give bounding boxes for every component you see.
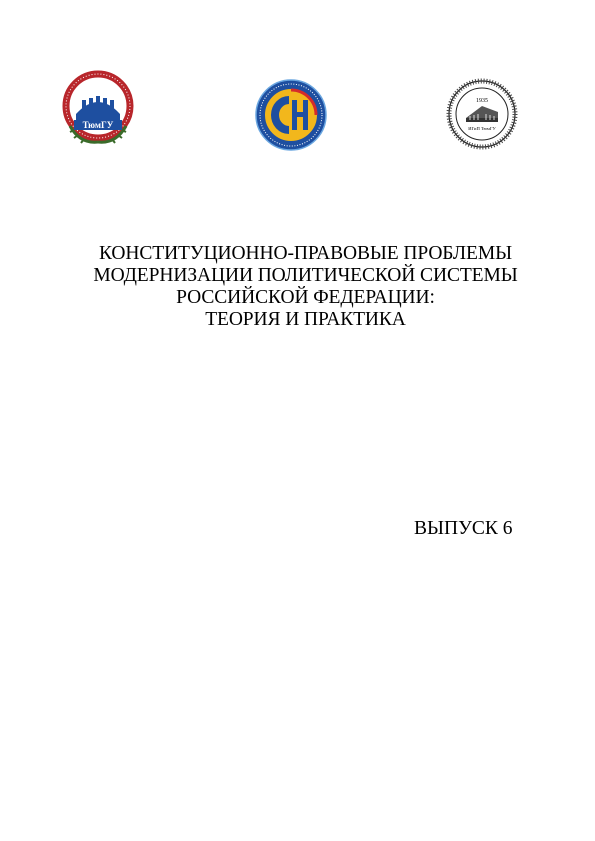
university-emblem-icon xyxy=(60,70,136,150)
sn-logo xyxy=(254,78,328,152)
issue-number: ВЫПУСК 6 xyxy=(414,518,513,539)
institute-seal xyxy=(446,78,518,150)
university-logo-text: ТюмГУ xyxy=(82,120,114,130)
title-line: КОНСТИТУЦИОННО-ПРАВОВЫЕ ПРОБЛЕМЫ xyxy=(98,243,513,264)
institute-seal-icon xyxy=(446,78,518,150)
document-title xyxy=(0,243,595,331)
title-line: ТЕОРИЯ И ПРАКТИКА xyxy=(205,309,406,330)
seal-caption: ИГиП ТюмГУ xyxy=(468,126,496,131)
title-line: МОДЕРНИЗАЦИИ ПОЛИТИЧЕСКОЙ СИСТЕМЫ xyxy=(93,265,518,286)
university-logo xyxy=(60,70,136,150)
sn-emblem-icon xyxy=(254,78,328,152)
title-line: РОССИЙСКОЙ ФЕДЕРАЦИИ: xyxy=(176,287,435,308)
seal-year: 1935 xyxy=(476,98,488,104)
